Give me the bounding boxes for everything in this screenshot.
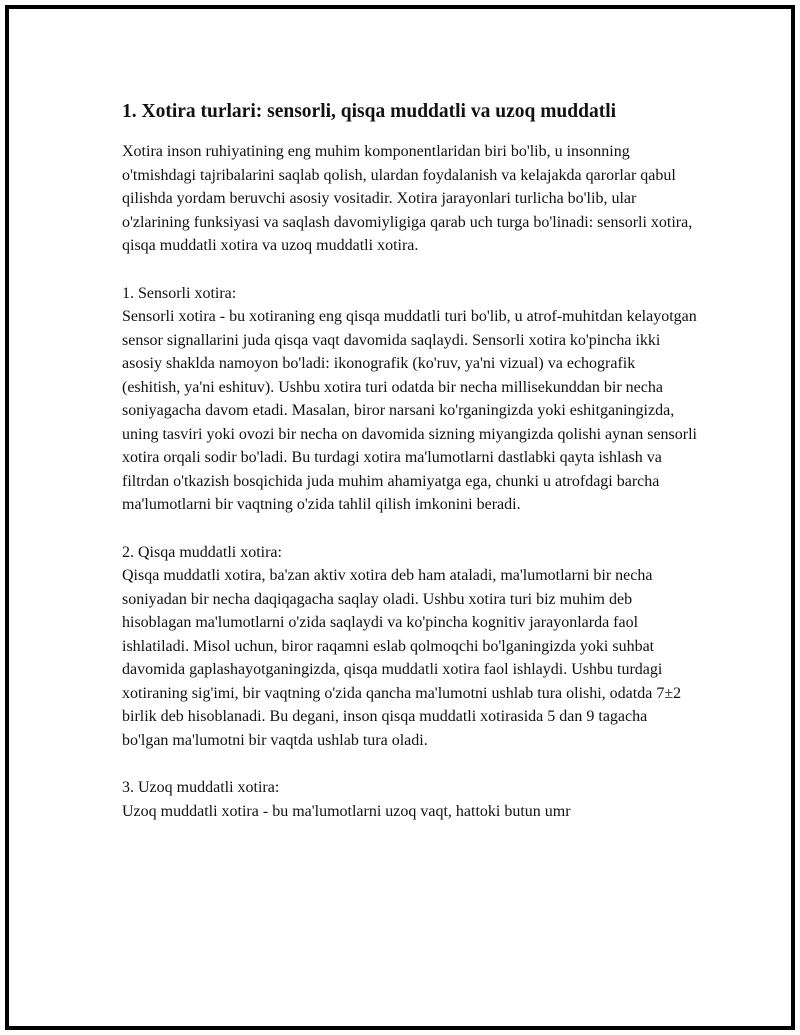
section-text: Uzoq muddatli xotira - bu ma'lumotlarni uzoq vaqt, hattoki butun umr [122,802,571,820]
section-heading: 2. Qisqa muddatli xotira: [122,543,282,561]
document-body [122,140,697,823]
section-short-term-memory [122,541,697,753]
document-title: 1. Xotira turlari: sensorli, qisqa muddatli va uzoq muddatli [122,101,617,122]
section-long-term-memory [122,776,697,823]
section-text: Qisqa muddatli xotira, ba'zan aktiv xotira deb ham ataladi, ma'lumotlarni bir necha soniyadan bir necha daqiqagacha saqlay oladi. Ushbu xotira turi biz muhim deb hisoblagan ma'lumotlarni o'zida saqlaydi va ko'pincha kognitiv jarayonlarda faol ishlatiladi. Misol uchun, biror raqamni eslab qolmoqchi bo'lganingizda yoki suhbat davomida gaplashayotganingizda, qisqa muddatli xotira faol ishlaydi. Ushbu turdagi xotiraning sig'imi, bir vaqtning o'zida qancha ma'lumotni ushlab tura olishi, odatda 7±2 birlik deb hisoblanadi. Bu degani, inson qisqa muddatli xotirasida 5 dan 9 tagacha bo'lgan ma'lumotni bir vaqtda ushlab tura oladi. [122,567,682,749]
page-frame [5,5,795,1030]
section-heading: 1. Sensorli xotira: [122,284,237,302]
section-sensory-memory [122,282,697,517]
document-content [122,99,697,847]
section-heading: 3. Uzoq muddatli xotira: [122,779,280,796]
intro-paragraph: Xotira inson ruhiyatining eng muhim komponentlaridan biri bo'lib, u insonning o'tmishdagi tajribalarini saqlab qolish, ulardan foydalanish va kelajakda qarorlar qabul qilishda yordam beruvchi asosiy vositadir. Xotira jarayonlari turlicha bo'lib, ular o'zlarining funksiyasi va saqlash davomiyligiga qarab uch turga bo'linadi: sensorli xotira, qisqa muddatli xotira va uzoq muddatli xotira. [122,143,693,254]
section-text: Sensorli xotira - bu xotiraning eng qisqa muddatli turi bo'lib, u atrof-muhitdan kelayotgan sensor signallarini juda qisqa vaqt davomida saqlaydi. Sensorli xotira ko'pincha ikki asosiy shaklda namoyon bo'ladi: ikonografik (ko'ruv, ya'ni vizual) va echografik (eshitish, ya'ni eshituv). Ushbu xotira turi odatda bir necha millisekunddan bir necha soniyagacha davom etadi. Masalan, biror narsani ko'rganingizda yoki eshitganingizda, uning tasviri yoki ovozi bir necha on davomida sizning miyangizda qolishi aynan sensorli xotira orqali sodir bo'ladi. Bu turdagi xotira ma'lumotlarni dastlabki qayta ishlash va filtrdan o'tkazish bosqichida juda muhim ahamiyatga ega, chunki u atrofdagi barcha ma'lumotlarni bir vaqtning o'zida tahlil qilish imkonini beradi. [122,308,697,513]
